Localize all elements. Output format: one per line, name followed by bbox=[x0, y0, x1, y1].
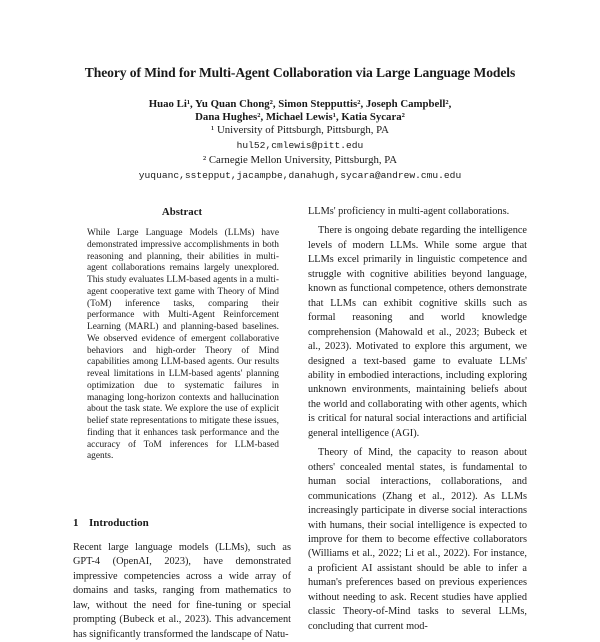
authors-line-1: Huao Li¹, Yu Quan Chong², Simon Stepputtis², Joseph Campbell², bbox=[148, 98, 452, 110]
intro-continuation: LLMs' proficiency in multi-agent collaborations. bbox=[308, 206, 510, 217]
email-2: yuquanc,sstepput,jacampbe,danahugh,sycara@andrew.cmu.edu bbox=[138, 170, 462, 181]
affiliation-2: ² Carnegie Mellon University, Pittsburgh, PA bbox=[202, 154, 398, 166]
abstract-heading: Abstract bbox=[161, 206, 203, 218]
paper-title: Theory of Mind for Multi-Agent Collaboration via Large Language Models bbox=[84, 65, 516, 80]
abstract-text: While Large Language Models (LLMs) have demonstrated impressive accomplishments in both reasoning and planning, their abilities in multi-agent collaborations remains largely unexplored. This study evaluates LLM-based agents in a multi-agent cooperative text game with Theory of Mind (ToM) inference tasks, comparing their performance with Multi-Agent Reinforcement Learning (MARL) and planning-based baselines. We observed evidence of emergent collaborative behaviors and high-order Theory of Mind capabilities among LLM-based agents. Our results reveal limitations in LLM-based agents' planning optimization due to systematic failures in managing long-horizon contexts and hallucination about the task state. We explore the use of explicit belief state representations to mitigate these issues, finding that it enhances task performance and the accuracy of ToM inferences for LLM-based agents. bbox=[87, 228, 279, 462]
intro-paragraph-2: There is ongoing debate regarding the intelligence levels of modern LLMs. While some argue that LLMs excel primarily in linguistic competence and struggle with cognitive abilities beyond language, known as functional competence, others demonstrate that LLMs can exhibit cognitive skills such as formal reasoning and world knowledge comprehension (Mahowald et al., 2023; Bubeck et al., 2023). Motivated to explore this argument, we designed a text-based game to evaluate LLMs' ability in embodied interactions, including exploring unknown environments, maintaining beliefs about the world and collaborating with other agents, which is critical for natural social interactions and artificial general intelligence (AGI). bbox=[308, 225, 527, 439]
authors-line-2: Dana Hughes², Michael Lewis¹, Katia Sycara² bbox=[195, 111, 405, 123]
intro-paragraph-1: Recent large language models (LLMs), such as GPT-4 (OpenAI, 2023), have demonstrated impressive competencies across a wide array of domains and tasks, ranging from mathematics to law, without the need for fine-tuning or special prompting (Bubeck et al., 2023). This advancement has significantly transformed the landscape of Natu- bbox=[73, 542, 291, 640]
intro-paragraph-3: Theory of Mind, the capacity to reason about others' concealed mental states, is fundamental to human social interactions, collaborations, and communications (Zhang et al., 2012). As LLMs increasingly participate in diverse social interactions with humans, their social intelligence is expected to improve for them to become effective collaborators (Williams et al., 2022; Li et al., 2022). For instance, a proficient AI assistant should be able to infer a human's preferences based on previous experiences without needing to ask. Recent studies have applied classic Theory-of-Mind tasks to several LLMs, concluding that current mod- bbox=[308, 447, 527, 632]
section-heading-introduction bbox=[73, 517, 149, 529]
section-title: Introduction bbox=[89, 517, 149, 529]
left-column-body bbox=[73, 541, 291, 642]
section-number: 1 bbox=[73, 517, 79, 529]
right-column-body bbox=[308, 205, 527, 634]
affiliation-1: ¹ University of Pittsburgh, Pittsburgh, PA bbox=[211, 124, 389, 136]
email-1: hul52,cmlewis@pitt.edu bbox=[236, 140, 364, 151]
